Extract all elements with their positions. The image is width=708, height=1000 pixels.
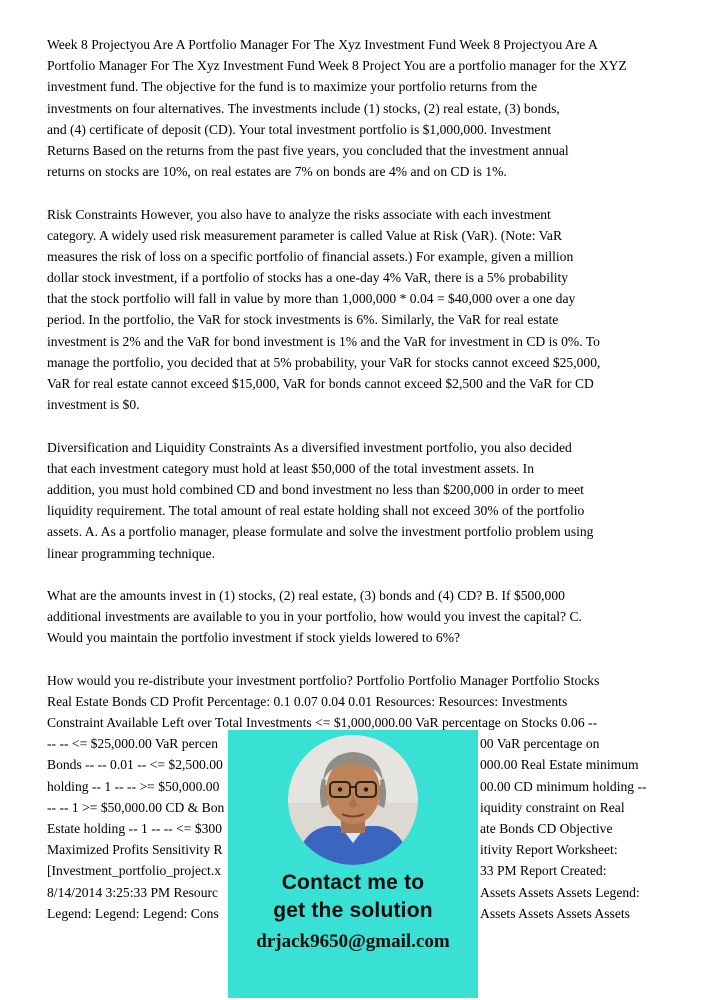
text-fragment-left: -- -- <= $25,000.00 VaR percen	[47, 736, 218, 752]
contact-text-line2: get the solution	[273, 899, 433, 922]
text-line: Would you maintain the portfolio investment if stock yields lowered to 6%?	[47, 630, 461, 646]
text-line: investment is $0.	[47, 397, 140, 413]
text-fragment-left: Estate holding -- 1 -- -- <= $300	[47, 820, 223, 836]
paragraph	[47, 585, 667, 649]
text-line: linear programming technique.	[47, 545, 215, 561]
text-line: Week 8 Projectyou Are A Portfolio Manager For The Xyz Investment Fund Week 8 Projectyou Are A	[47, 37, 598, 52]
text-fragment-right: ate Bonds CD Objective	[480, 820, 613, 836]
text-fragment-right: itivity Report Worksheet:	[480, 842, 618, 858]
text-line: that each investment category must hold at least $50,000 of the total investment assets. In	[47, 460, 534, 476]
text-line: dollar stock investment, if a portfolio of stocks has a one-day 4% VaR, there is a 5% probability	[47, 270, 569, 286]
text-line: VaR for real estate cannot exceed $15,000, VaR for bonds cannot exceed $2,500 and the VaR for CD	[47, 376, 594, 391]
text-line: investments on four alternatives. The investments include (1) stocks, (2) real estate, (3) bonds,	[47, 100, 560, 116]
text-fragment-right: Assets Assets Assets Legend:	[480, 884, 640, 900]
text-line: investment is 2% and the VaR for bond investment is 1% and the VaR for investment in CD is 0%. To	[47, 333, 600, 349]
contact-text-line1: Contact me to	[281, 871, 425, 894]
text-line: category. A widely used risk measurement parameter is called Value at Risk (VaR). (Note: VaR	[47, 227, 563, 243]
text-line: Constraint Available Left over Total Investments <= $1,000,000.00 VaR percentage on Stocks 0.06 --	[47, 715, 598, 730]
text-line: Risk Constraints However, you also have to analyze the risks associate with each investment	[47, 206, 551, 222]
contact-email: drjack9650@gmail.com	[256, 931, 450, 952]
text-fragment-right: Assets Assets Assets Assets	[480, 905, 630, 921]
text-fragment-right: 33 PM Report Created:	[480, 863, 607, 879]
text-line: addition, you must hold combined CD and bond investment no less than $200,000 in order to meet	[47, 481, 584, 497]
text-fragment-right: iquidity constraint on Real	[480, 799, 625, 815]
text-fragment-right: 00.00 CD minimum holding --	[480, 778, 647, 794]
text-fragment-left: -- -- 1 >= $50,000.00 CD & Bon	[47, 799, 225, 815]
text-fragment-left: holding -- 1 -- -- >= $50,000.00	[47, 778, 220, 794]
text-fragment-left: Maximized Profits Sensitivity R	[47, 842, 223, 858]
text-fragment-left: Legend: Legend: Legend: Cons	[47, 905, 219, 921]
text-line: manage the portfolio, you decided that at 5% probability, your VaR for stocks cannot exceed $25,000,	[47, 354, 601, 370]
text-line: and (4) certificate of deposit (CD). Your total investment portfolio is $1,000,000. Investment	[47, 121, 552, 137]
paragraph	[47, 34, 667, 182]
paragraph	[47, 437, 667, 564]
text-fragment-left: [Investment_portfolio_project.x	[47, 863, 222, 879]
text-line: What are the amounts invest in (1) stocks, (2) real estate, (3) bonds and (4) CD? B. If $500,000	[47, 587, 565, 603]
paragraph	[47, 204, 667, 416]
text-line: additional investments are available to you in your portfolio, how would you invest the capital? C.	[47, 609, 582, 625]
text-fragment-right: 000.00 Real Estate minimum	[480, 757, 639, 773]
text-line: liquidity requirement. The total amount of real estate holding shall not exceed 30% of the portfolio	[47, 503, 585, 519]
contact-overlay	[228, 730, 478, 998]
text-fragment-right: 00 VaR percentage on	[480, 736, 600, 752]
text-line: Returns Based on the returns from the past five years, you concluded that the investment annual	[47, 142, 569, 158]
text-line: Portfolio Manager For The Xyz Investment Fund Week 8 Project You are a portfolio manager for the XYZ	[47, 58, 627, 74]
text-line: investment fund. The objective for the fund is to maximize your portfolio returns from the	[47, 79, 538, 95]
text-line: How would you re-distribute your investment portfolio? Portfolio Portfolio Manager Portfolio Stocks	[47, 672, 600, 688]
person-portrait-icon	[288, 735, 418, 865]
text-line: Diversification and Liquidity Constraints As a diversified investment portfolio, you also decided	[47, 439, 572, 455]
text-line: returns on stocks are 10%, on real estates are 7% on bonds are 4% and on CD is 1%.	[47, 164, 507, 180]
text-line: that the stock portfolio will fall in value by more than 1,000,000 * 0.04 = $40,000 over a one day	[47, 291, 576, 307]
text-fragment-left: 8/14/2014 3:25:33 PM Resourc	[47, 884, 219, 900]
text-line: Real Estate Bonds CD Profit Percentage: 0.1 0.07 0.04 0.01 Resources: Resources: Investments	[47, 693, 568, 709]
text-fragment-left: Bonds -- -- 0.01 -- <= $2,500.00	[47, 757, 223, 773]
text-line: measures the risk of loss on a specific portfolio of financial assets.) For example, given a million	[47, 248, 574, 264]
text-line: assets. A. As a portfolio manager, please formulate and solve the investment portfolio problem using	[47, 524, 594, 540]
avatar	[288, 735, 418, 865]
text-line: period. In the portfolio, the VaR for stock investments is 6%. Similarly, the VaR for real estate	[47, 312, 559, 328]
